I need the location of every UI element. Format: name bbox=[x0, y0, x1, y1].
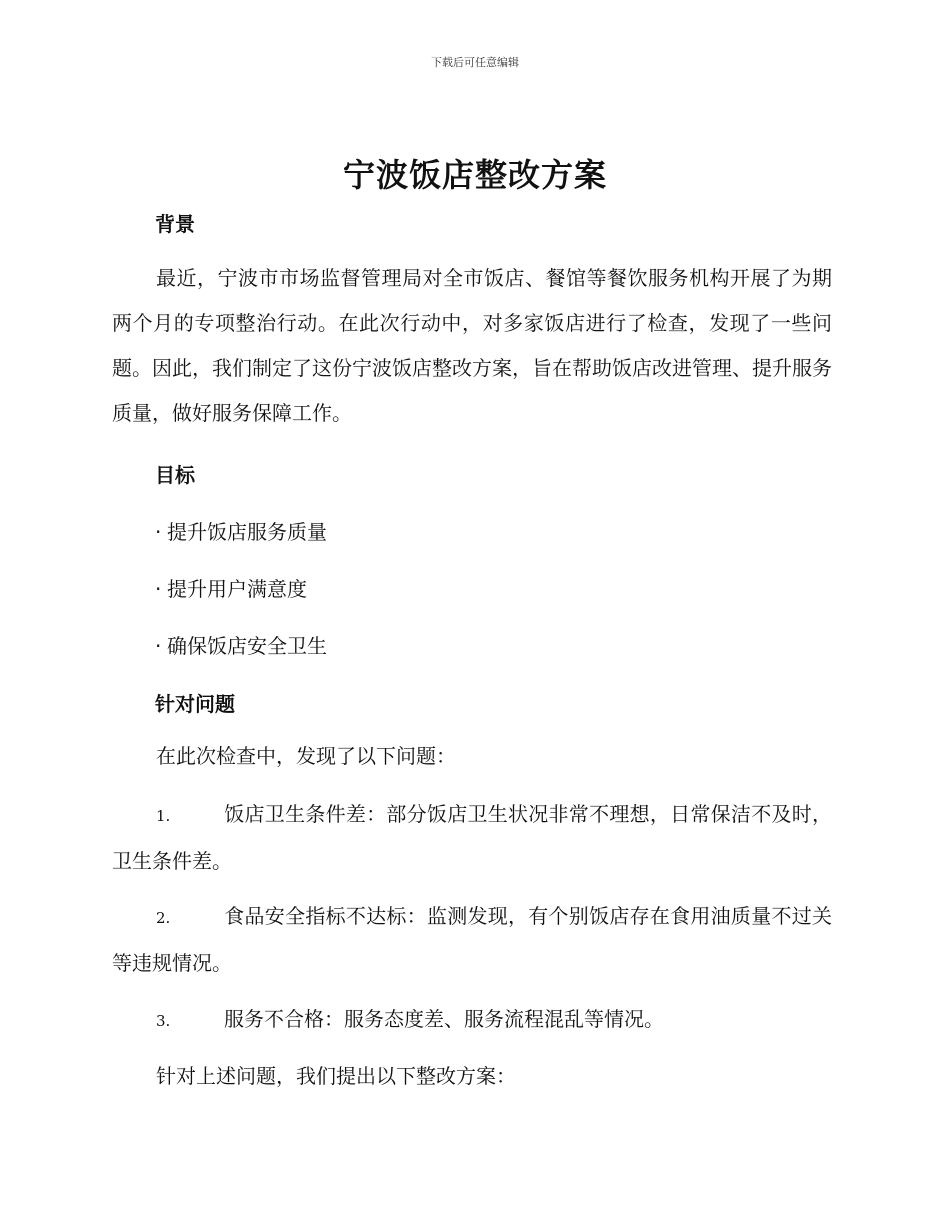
goal-item-text: 确保饭店安全卫生 bbox=[167, 634, 327, 658]
page-header-note: 下载后可任意编辑 bbox=[431, 56, 519, 69]
goal-item bbox=[155, 573, 307, 602]
document-title: 宁波饭店整改方案 bbox=[342, 156, 607, 194]
issues-conclusion: 针对上述问题，我们提出以下整改方案： bbox=[156, 1064, 516, 1088]
goal-item-text: 提升用户满意度 bbox=[167, 577, 307, 601]
issues-intro: 在此次检查中，发现了以下问题： bbox=[156, 744, 456, 768]
goal-item bbox=[155, 630, 327, 659]
issue-text: 服务不合格：服务态度差、服务流程混乱等情况。 bbox=[224, 1007, 664, 1031]
goal-item-text: 提升饭店服务质量 bbox=[167, 520, 327, 544]
section-heading-issues: 针对问题 bbox=[155, 692, 235, 716]
issue-number: 3. bbox=[156, 1012, 171, 1030]
section-heading-goals: 目标 bbox=[155, 463, 195, 487]
background-paragraph: 最近，宁波市市场监督管理局对全市饭店、餐馆等餐饮服务机构开展了为期两个月的专项整治行动。在此次行动中，对多家饭店进行了检查，发现了一些问题。因此，我们制定了这份宁波饭店整改方案，旨在帮助饭店改进管理、提升服务质量，做好服务保障工作。 bbox=[112, 266, 832, 425]
bullet-dot-icon: · bbox=[155, 577, 162, 601]
issue-number: 2. bbox=[156, 909, 171, 927]
section-heading-background: 背景 bbox=[155, 212, 195, 236]
issue-item bbox=[112, 792, 832, 884]
issue-text: 饭店卫生条件差：部分饭店卫生状况非常不理想，日常保洁不及时，卫生条件差。 bbox=[112, 802, 832, 873]
bullet-dot-icon: · bbox=[155, 634, 162, 658]
goal-item bbox=[155, 516, 327, 545]
bullet-dot-icon: · bbox=[155, 520, 162, 544]
issue-item bbox=[112, 997, 832, 1044]
issue-number: 1. bbox=[156, 807, 171, 825]
issue-text: 食品安全指标不达标：监测发现，有个别饭店存在食用油质量不过关等违规情况。 bbox=[112, 904, 832, 975]
issue-item bbox=[112, 894, 832, 986]
